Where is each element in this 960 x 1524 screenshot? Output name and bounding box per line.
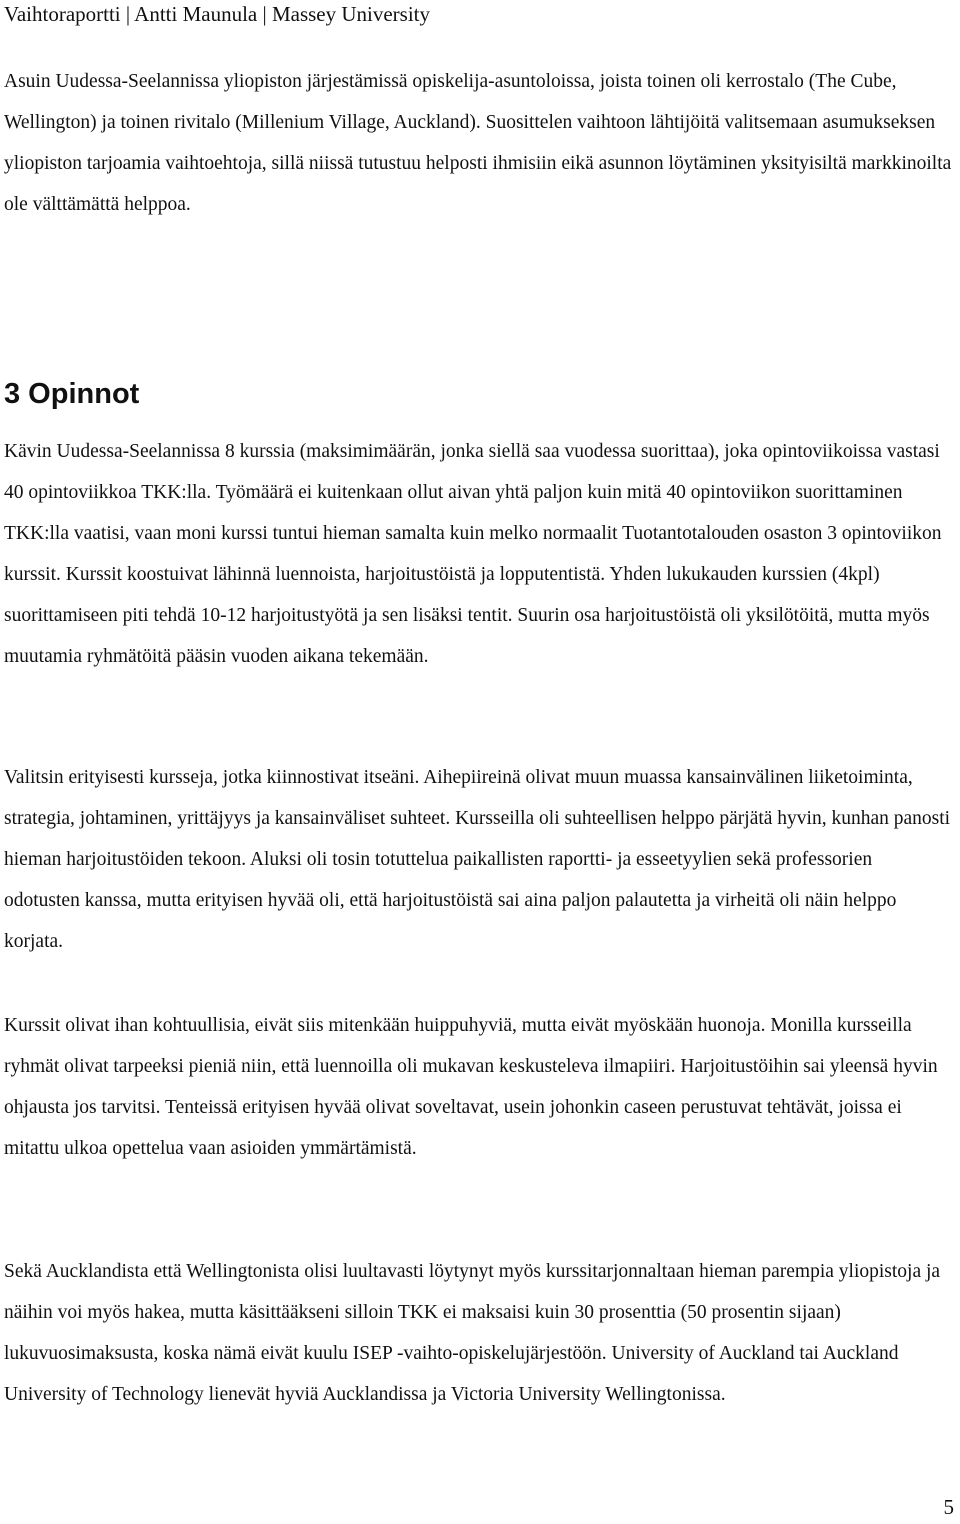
- page-number: 5: [943, 1495, 954, 1519]
- paragraph-courses: Kävin Uudessa-Seelannissa 8 kurssia (maksimimäärän, jonka siellä saa vuodessa suorittaa), joka opintoviikoissa vastasi 40 opintoviikkoa TKK:lla. Työmäärä ei kuitenkaan ollut aivan yhtä paljon kuin mitä 40 opintoviikon suorittaminen TKK:lla vaatisi, vaan moni kurssi tuntui hieman samalta kuin melko normaalit Tuotantotalouden osaston 3 opintoviikon kurssit. Kurssit koostuivat lähinnä luennoista, harjoitustöistä ja lopputentistä. Yhden lukukauden kurssien (4kpl) suorittamiseen piti tehdä 10-12 harjoitustyötä ja sen lisäksi tentit. Suurin osa harjoitustöistä oli yksilötöitä, mutta myös muutamia ryhmätöitä pääsin vuoden aikana tekemään.: [4, 441, 942, 667]
- paragraph-course-quality: Kurssit olivat ihan kohtuullisia, eivät siis mitenkään huippuhyviä, mutta eivät myöskään huonoja. Monilla kursseilla ryhmät olivat tarpeeksi pieniä niin, että luennoilla oli mukavan keskusteleva ilmapiiri. Harjoitustöihin sai yleensä hyvin ohjausta jos tarvitsi. Tenteissä erityisen hyvää olivat soveltavat, usein johonkin caseen perustuvat tehtävät, joissa ei mitattu ulkoa opettelua vaan asioiden ymmärtämistä.: [4, 1015, 938, 1159]
- paragraph-housing: Asuin Uudessa-Seelannissa yliopiston järjestämissä opiskelija-asuntoloissa, joista toinen oli kerrostalo (The Cube, Wellington) ja toinen rivitalo (Millenium Village, Auckland). Suosittelen vaihtoon lähtijöitä valitsemaan asumukseksen yliopiston tarjoamia vaihtoehtoja, sillä niissä tutustuu helposti ihmisiin eikä asunnon löytäminen yksityisiltä markkinoilta ole välttämättä helppoa.: [4, 71, 952, 215]
- paragraph-course-selection: Valitsin erityisesti kursseja, jotka kiinnostivat itseäni. Aihepiireinä olivat muun muassa kansainvälinen liiketoiminta, strategia, johtaminen, yrittäjyys ja kansainväliset suhteet. Kursseilla oli suhteellisen helppo pärjätä hyvin, kunhan panosti hieman harjoitustöiden tekoon. Aluksi oli tosin totuttelua paikallisten raportti- ja esseetyylien sekä professorien odotusten kanssa, mutta erityisen hyvää oli, että harjoitustöistä sai aina paljon palautetta ja virheitä oli näin helppo korjata.: [4, 767, 951, 952]
- running-header: Vaihtoraportti | Antti Maunula | Massey University: [4, 2, 431, 26]
- section-heading: 3 Opinnot: [4, 378, 140, 410]
- paragraph-universities: Sekä Aucklandista että Wellingtonista olisi luultavasti löytynyt myös kurssitarjonnaltaan hieman parempia yliopistoja ja näihin voi myös hakea, mutta käsittääkseni silloin TKK ei maksaisi kuin 30 prosenttia (50 prosentin sijaan) lukuvuosimaksusta, koska nämä eivät kuulu ISEP -vaihto-opiskelujärjestöön. University of Auckland tai Auckland University of Technology lienevät hyviä Aucklandissa ja Victoria University Wellingtonissa.: [4, 1261, 941, 1405]
